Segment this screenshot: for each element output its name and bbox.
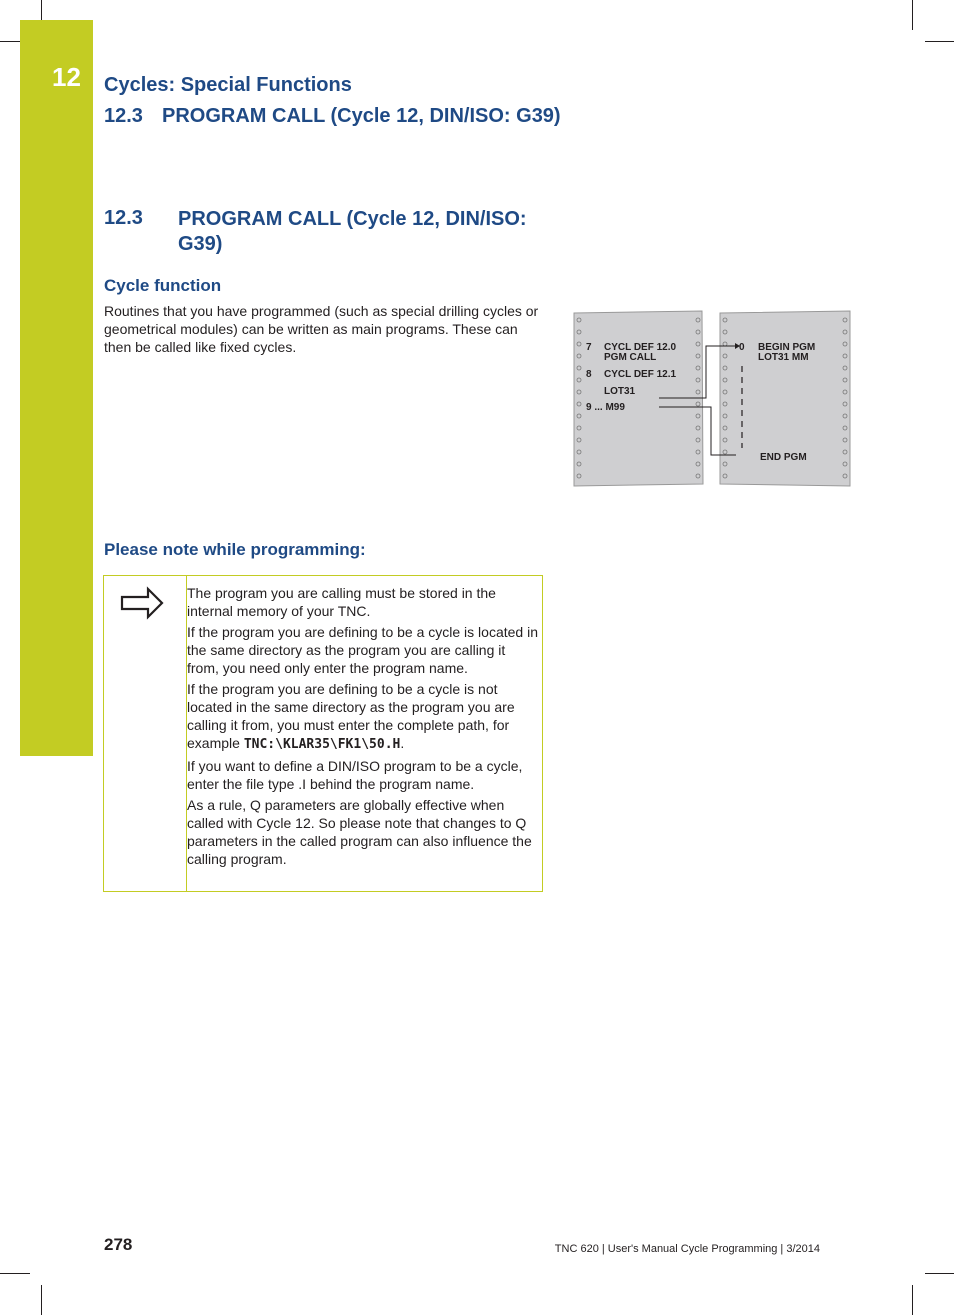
left-line-7b-text: PGM CALL: [604, 352, 657, 363]
chapter-number: 12: [52, 62, 81, 92]
path-example: TNC:\KLAR35\FK1\50.H: [243, 737, 401, 752]
left-line-9: 9 ... M99: [586, 402, 625, 413]
path-suffix: .: [400, 735, 405, 751]
cycle-function-text: Routines that you have programmed (such as special drilling cycles or geometrical modules) can be written as main programs. These can then be called like fixed cycles.: [104, 303, 539, 355]
notes-heading: Please note while programming:: [104, 540, 366, 559]
note-item-text: If the program you are defining to be a cycle is not located in the same directory as the program you are calling it from, you must enter the complete path, for example: [187, 681, 515, 751]
crop-mark: [912, 0, 913, 30]
note-item: If the program you are defining to be a cycle is located in the same directory as the program you are calling it from, you need only enter the program name.: [187, 624, 538, 676]
right-end-text: END PGM: [760, 452, 807, 463]
right-begin-text: BEGIN PGM: [758, 342, 816, 353]
crop-mark: [0, 41, 20, 42]
crop-mark: [0, 1273, 30, 1274]
right-begin-num: 0: [739, 342, 745, 353]
crop-mark: [41, 0, 42, 20]
cycle-function-heading: Cycle function: [104, 276, 222, 295]
note-item: If you want to define a DIN/ISO program to be a cycle, enter the file type .I behind the program name.: [187, 758, 523, 792]
right-begin-text2: LOT31 MM: [758, 352, 809, 363]
note-box: [103, 575, 543, 892]
running-header-section: [104, 105, 561, 128]
left-line-lot31: LOT31: [604, 386, 636, 397]
section-title: PROGRAM CALL (Cycle 12, DIN/ISO: G39): [178, 208, 527, 255]
left-line-8-text: CYCL DEF 12.1: [604, 369, 677, 380]
crop-mark: [912, 1285, 913, 1315]
note-item: As a rule, Q parameters are globally effective when called with Cycle 12. So please note that changes to Q parameters in the called program can also influence the calling program.: [187, 797, 532, 867]
running-header-section-number: 12.3: [104, 105, 143, 127]
note-item: [187, 680, 539, 754]
left-line-8-num: 8: [586, 369, 592, 380]
note-text: [187, 584, 539, 871]
left-line-7-num: 7: [586, 342, 592, 353]
left-line-7-text: CYCL DEF 12.0: [604, 342, 677, 353]
crop-mark: [925, 41, 954, 42]
program-call-diagram: [570, 308, 855, 493]
running-header-title: Cycles: Special Functions: [104, 74, 352, 96]
footer-text: TNC 620 | User's Manual Cycle Programming | 3/2014: [554, 1243, 820, 1255]
page-number: 278: [104, 1235, 133, 1254]
note-item: The program you are calling must be stored in the internal memory of your TNC.: [187, 585, 496, 619]
running-header-section-title: PROGRAM CALL (Cycle 12, DIN/ISO: G39): [162, 105, 561, 127]
crop-mark: [925, 1273, 954, 1274]
arrow-right-icon: [120, 586, 164, 620]
crop-mark: [41, 1285, 42, 1315]
section-number: 12.3: [104, 207, 143, 229]
chapter-tab: [20, 20, 93, 756]
